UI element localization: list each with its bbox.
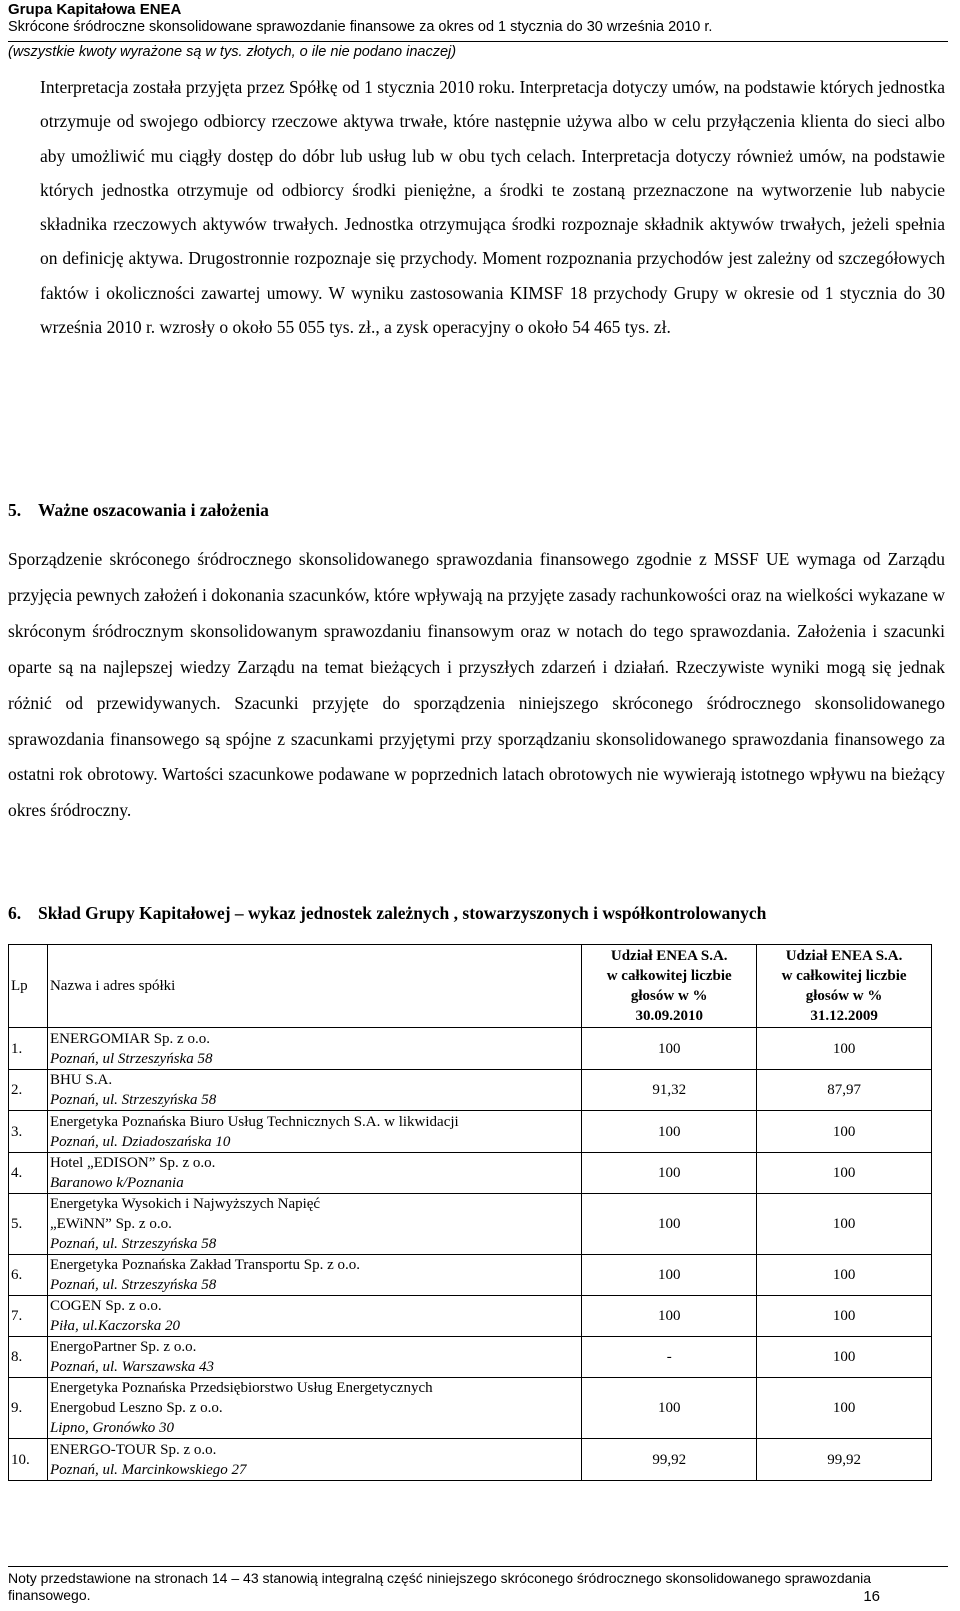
cell-share-2010: 100 [582,1378,757,1439]
company-address: Poznań, ul. Strzeszyńska 58 [49,1236,217,1252]
table-row [9,1255,932,1296]
cell-lp: 3. [9,1111,48,1153]
cell-share-2010: 91,32 [582,1070,757,1111]
cell-company [47,1111,581,1153]
company-name: ENERGO-TOUR Sp. z o.o. [49,1441,217,1458]
company-name: Energetyka Poznańska Przedsiębiorstwo Usług Energetycznych [49,1380,433,1396]
cell-share-2010: 99,92 [582,1439,757,1481]
cell-company [47,1337,581,1378]
company-name: Grupa Kapitałowa ENEA [8,1,182,18]
company-name: Energetyka Wysokich i Najwyższych Napięć [49,1196,321,1212]
cell-share-2009: 100 [757,1153,932,1194]
cell-lp: 5. [9,1194,48,1255]
cell-share-2009: 100 [757,1378,932,1439]
cell-share-2010: 100 [582,1111,757,1153]
cell-share-2009: 100 [757,1111,932,1153]
header-share-2010-line4: 30.09.2010 [635,1008,703,1024]
table-row [9,1296,932,1337]
currency-note: (wszystkie kwoty wyrażone są w tys. złotych, o ile nie podano inaczej) [8,44,457,60]
cell-company [47,1439,581,1481]
company-name: Energetyka Poznańska Biuro Usług Technicznych S.A. w likwidacji [49,1113,459,1130]
header-share-2009-line4: 31.12.2009 [810,1008,878,1024]
table-row [9,1337,932,1378]
table-row [9,1028,932,1070]
cell-lp: 8. [9,1337,48,1378]
section-5-title: Ważne oszacowania i założenia [38,500,269,520]
cell-share-2009: 87,97 [757,1070,932,1111]
company-name: Energetyka Poznańska Zakład Transportu Sp. z o.o. [49,1257,361,1273]
section-6-number: 6. [8,903,22,923]
cell-share-2010: 100 [582,1296,757,1337]
header-share-2009 [757,945,932,1028]
cell-lp: 6. [9,1255,48,1296]
company-name: COGEN Sp. z o.o. [49,1298,162,1314]
footer-divider [8,1566,948,1567]
header-share-2010-line2: w całkowitej liczbie [606,968,732,984]
cell-company [47,1153,581,1194]
company-name: BHU S.A. [49,1072,113,1088]
table-row [9,1378,932,1439]
header-divider [8,41,948,42]
company-name: Hotel „EDISON” Sp. z o.o. [49,1155,216,1171]
cell-lp: 10. [9,1439,48,1481]
header-share-2009-line2: w całkowitej liczbie [781,968,907,984]
cell-lp: 2. [9,1070,48,1111]
cell-lp: 7. [9,1296,48,1337]
company-address: Poznań, ul. Marcinkowskiego 27 [49,1461,247,1478]
page-header [8,0,948,62]
cell-share-2010: - [582,1337,757,1378]
table-row [9,1194,932,1255]
cell-company [47,1194,581,1255]
cell-share-2009: 100 [757,1028,932,1070]
cell-share-2009: 100 [757,1255,932,1296]
section-6-title: Skład Grupy Kapitałowej – wykaz jednostek zależnych , stowarzyszonych i współkontrolowanych [38,903,767,923]
table-row [9,1070,932,1111]
section-6-heading [8,902,766,924]
company-name-continued: Energobud Leszno Sp. z o.o. [49,1400,223,1416]
cell-share-2009: 100 [757,1194,932,1255]
cell-lp: 1. [9,1028,48,1070]
table-row [9,1153,932,1194]
section-5-number: 5. [8,500,22,520]
report-subtitle: Skrócone śródroczne skonsolidowane sprawozdanie finansowe za okres od 1 stycznia do 30 września 2010 r. [8,19,713,35]
header-lp: Lp [9,945,48,1028]
table-header-row [9,945,932,1028]
cell-share-2009: 99,92 [757,1439,932,1481]
company-name-continued: „EWiNN” Sp. z o.o. [49,1216,172,1232]
cell-share-2010: 100 [582,1153,757,1194]
header-share-2010-line1: Udział ENEA S.A. [610,948,728,964]
section-5-paragraph: Sporządzenie skróconego śródrocznego skonsolidowanego sprawozdania finansowego zgodnie z MSSF UE wymaga od Zarządu przyjęcia pewnych założeń i dokonania szacunków, które wpływają na przyjęte zasady rachunkowości oraz na wielkości wykazane w skróconym śródrocznym skonsolidowanym sprawozdaniu finansowym oraz w notach do tego sprawozdania. Założenia i szacunki oparte są na najlepszej wiedzy Zarządu na temat bieżących i przyszłych zdarzeń i działań. Rzeczywiste wyniki mogą się jednak różnić od przewidywanych. Szacunki przyjęte do sporządzenia niniejszego skróconego śródrocznego skonsolidowanego sprawozdania finansowego są spójne z szacunkami przyjętymi przy sporządzaniu skonsolidowanego sprawozdania finansowego za ostatni rok obrotowy. Wartości szacunkowe podawane w poprzednich latach obrotowych nie wywierają istotnego wpływu na bieżący okres śródroczny. [8,549,945,821]
cell-lp: 9. [9,1378,48,1439]
header-share-2010-line3: głosów w % [630,988,708,1004]
company-address: Lipno, Gronówko 30 [49,1420,175,1436]
header-share-2009-line1: Udział ENEA S.A. [785,948,903,964]
interpretation-paragraph: Interpretacja została przyjęta przez Spółkę od 1 stycznia 2010 roku. Interpretacja dotyczy umów, na podstawie których jednostka otrzymuje od swojego odbiorcy rzeczowe aktywa trwałe, które następnie używa albo w celu przyłączenia klienta do sieci albo aby umożliwić mu ciągły dostęp do dóbr lub usług lub w obu tych celach. Interpretacja dotyczy również umów, na podstawie których jednostka otrzymuje od odbiorcy środki pieniężne, a środki te zostaną przeznaczone na wytworzenie lub nabycie składnika rzeczowych aktywów trwałych. Jednostka otrzymująca środki rozpoznaje składnik aktywów trwałych, jeżeli spełnia on definicję aktywa. Drugostronnie rozpoznaje się przychody. Moment rozpoznania przychodów jest zależny od szczegółowych faktów i okoliczności zawartej umowy. W wyniku zastosowania KIMSF 18 przychody Grupy w okresie od 1 stycznia do 30 września 2010 r. wzrosły o około 55 055 tys. zł., a zysk operacyjny o około 54 465 tys. zł. [40,77,945,338]
footer-note: Noty przedstawione na stronach 14 – 43 stanowią integralną część niniejszego skróconego śródrocznego skonsolidowanego sprawozdania finansowego. [8,1570,872,1603]
company-address: Poznań, ul. Warszawska 43 [49,1359,215,1375]
page-number: 16 [863,1588,880,1605]
header-name: Nazwa i adres spółki [47,945,581,1028]
company-address: Piła, ul.Kaczorska 20 [49,1318,180,1334]
cell-share-2010: 100 [582,1028,757,1070]
cell-company [47,1255,581,1296]
company-name: EnergoPartner Sp. z o.o. [49,1339,197,1355]
cell-company [47,1378,581,1439]
company-address: Baranowo k/Poznania [49,1175,184,1191]
cell-company [47,1028,581,1070]
company-address: Poznań, ul. Dziadoszańska 10 [49,1133,231,1150]
cell-company [47,1296,581,1337]
table-row [9,1111,932,1153]
cell-share-2009: 100 [757,1296,932,1337]
cell-share-2009: 100 [757,1337,932,1378]
header-share-2010 [582,945,757,1028]
header-share-2009-line3: głosów w % [805,988,883,1004]
cell-share-2010: 100 [582,1255,757,1296]
cell-share-2010: 100 [582,1194,757,1255]
company-name: ENERGOMIAR Sp. z o.o. [49,1030,210,1047]
section-5-heading [8,499,269,521]
company-address: Poznań, ul Strzeszyńska 58 [49,1050,213,1067]
company-address: Poznań, ul. Strzeszyńska 58 [49,1277,217,1293]
company-address: Poznań, ul. Strzeszyńska 58 [49,1092,217,1108]
cell-company [47,1070,581,1111]
table-row [9,1439,932,1481]
cell-lp: 4. [9,1153,48,1194]
subsidiaries-table [8,944,932,1481]
